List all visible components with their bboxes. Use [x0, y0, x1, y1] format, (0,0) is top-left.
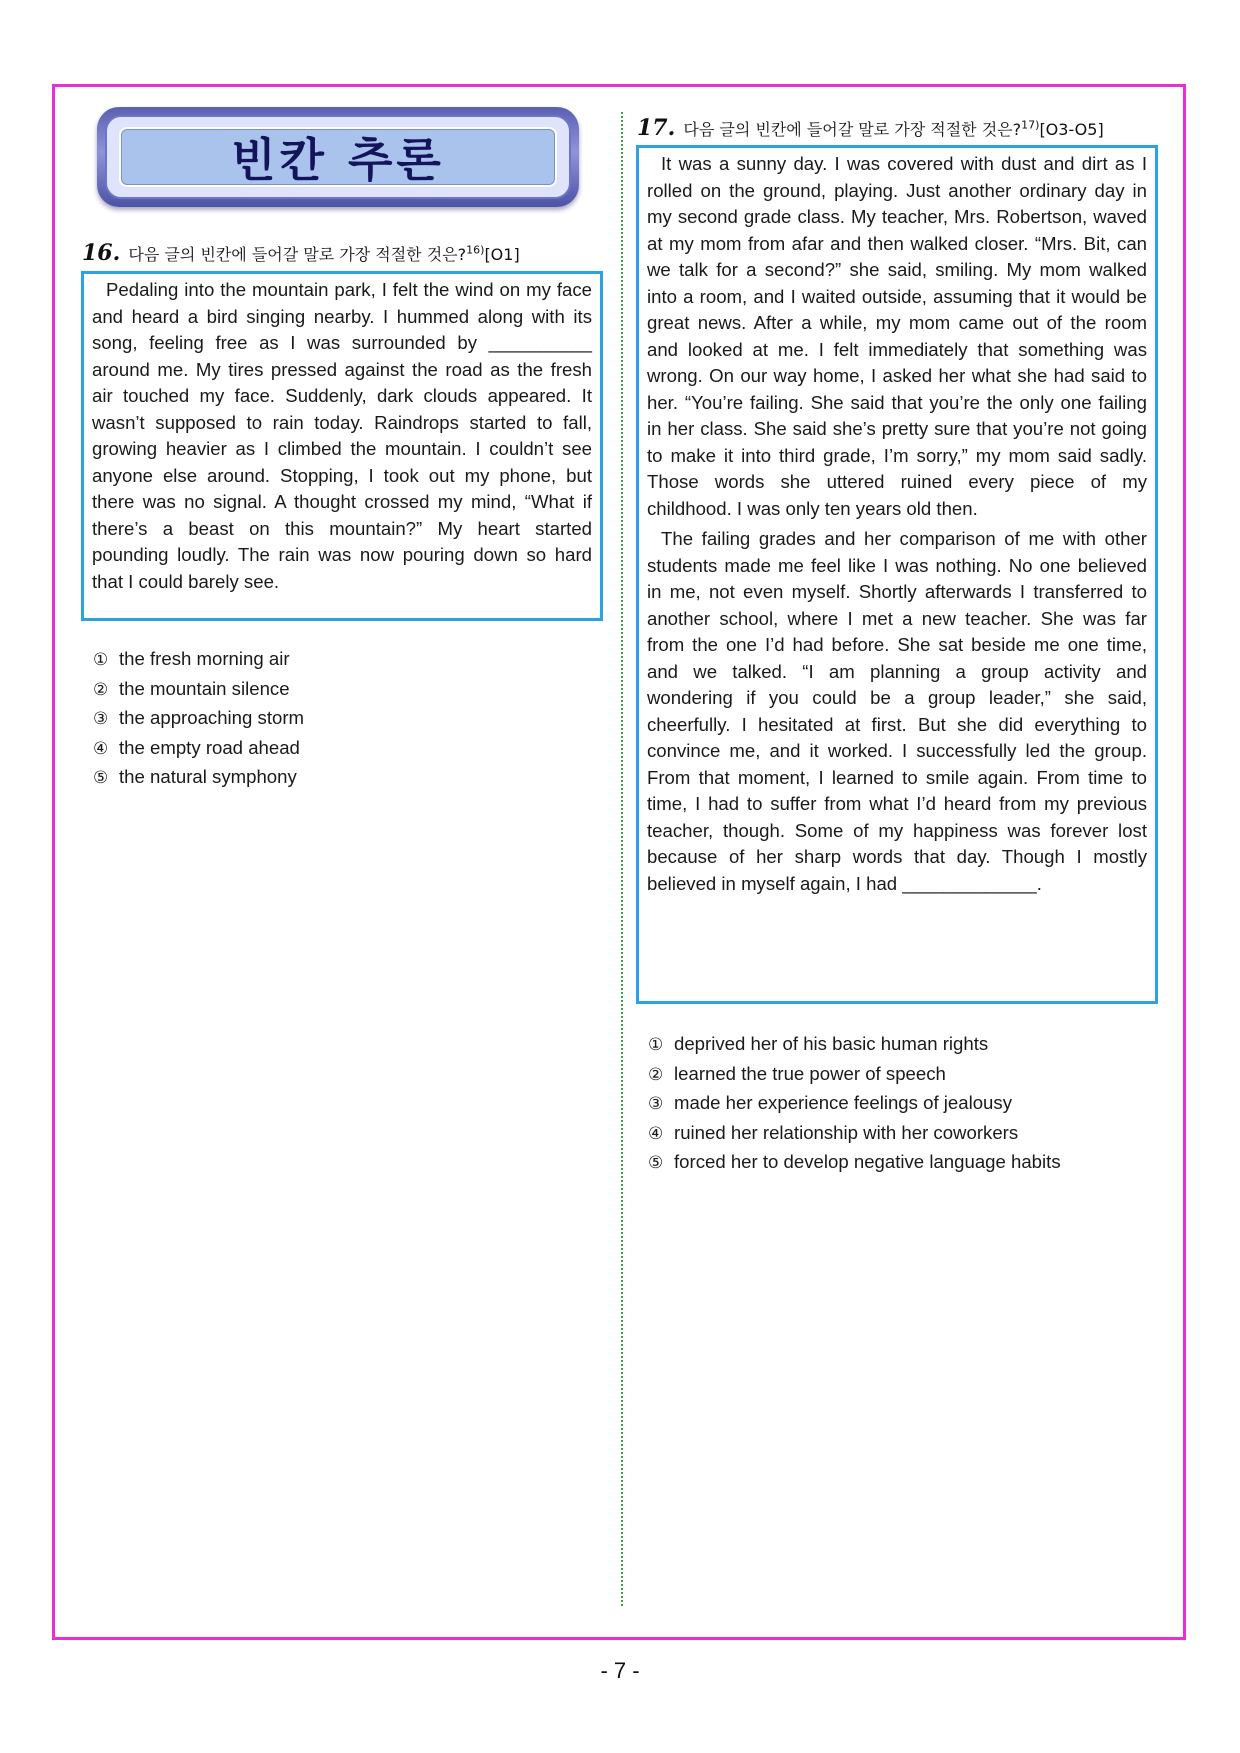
- choice-number: ⑤: [648, 1153, 664, 1173]
- choice-item[interactable]: [648, 1148, 1061, 1178]
- choice-item[interactable]: [93, 763, 304, 793]
- page-number: - 7 -: [600, 1658, 640, 1683]
- choice-text: ruined her relationship with her coworkers: [674, 1121, 1019, 1143]
- question-17-tag: [O3-O5]: [1039, 120, 1104, 139]
- choice-number: ①: [93, 650, 109, 670]
- passage-paragraph: The failing grades and her comparison of me with other students made me feel like I was nothing. No one believed in me, not even myself. Shortly afterwards I transferred to another school, where I met a new teacher. She was far from the one I’d had before. She sat beside me one time, and we talked. “I am planning a group activity and wondering if you could be a group leader,” she said, cheerfully. I hesitated at first. But she did everything to convince me, and it worked. I successfully led the group. From that moment, I learned to smile again. From time to time, I had to suffer from what I’d heard from my previous teacher, though. Some of my happiness was forever lost because of her sharp words that day. Though I mostly believed in myself again, I had _____________.: [647, 528, 1147, 894]
- question-16-number: 16.: [82, 240, 121, 266]
- choice-item[interactable]: [648, 1060, 1061, 1090]
- choice-item[interactable]: [648, 1119, 1061, 1149]
- passage-paragraph: Pedaling into the mountain park, I felt the wind on my face and heard a bird singing nearby. I hummed along with its song, feeling free as I was surrounded by __________ around me. My tires pressed against the road as the fresh air touched my face. Suddenly, dark clouds appeared. It wasn’t supposed to rain today. Raindrops started to fall, growing heavier as I climbed the mountain. I couldn’t see anyone else around. Stopping, I took out my phone, but there was no signal. A thought crossed my mind, “What if there’s a beast on this mountain?” My heart started pounding loudly. The rain was now pouring down so hard that I could barely see.: [92, 279, 592, 592]
- question-17-passage: [636, 145, 1158, 1004]
- choice-text: the mountain silence: [119, 677, 290, 699]
- question-16-tag: [O1]: [484, 245, 520, 264]
- choice-text: forced her to develop negative language habits: [674, 1151, 1061, 1172]
- choice-number: ①: [648, 1035, 664, 1055]
- question-17-choices: [648, 1030, 1061, 1178]
- section-title: 빈칸 추론: [231, 133, 445, 187]
- choice-text: made her experience feelings of jealousy: [674, 1092, 1012, 1113]
- choice-text: the empty road ahead: [119, 736, 300, 758]
- question-16-choices: [93, 645, 304, 793]
- choice-item[interactable]: [93, 645, 304, 675]
- choice-number: ②: [648, 1064, 664, 1085]
- choice-item[interactable]: [93, 704, 304, 734]
- choice-text: deprived her of his basic human rights: [674, 1033, 989, 1054]
- choice-number: ②: [93, 679, 109, 700]
- section-banner: [97, 107, 579, 207]
- banner-bevel: [105, 115, 571, 199]
- choice-text: the fresh morning air: [119, 648, 290, 669]
- column-divider: [621, 112, 623, 1606]
- choice-text: the approaching storm: [119, 707, 305, 728]
- choice-number: ⑤: [93, 768, 109, 788]
- question-17-prompt: 다음 글의 빈칸에 들어갈 말로 가장 적절한 것은?: [678, 120, 1022, 139]
- question-16-passage: [81, 271, 603, 621]
- choice-number: ③: [648, 1094, 664, 1114]
- banner-panel: [119, 127, 557, 187]
- choice-text: the natural symphony: [119, 766, 297, 787]
- choice-number: ③: [93, 709, 109, 729]
- question-17-number: 17.: [637, 115, 676, 141]
- passage-paragraph: It was a sunny day. I was covered with dust and dirt as I rolled on the ground, playing. Just another ordinary day in my second grade class. My teacher, Mrs. Robertson, waved at my mom from afar and then walked closer. “Mrs. Bit, can we talk for a second?” she said, smiling. My mom walked into a room, and I waited outside, assuming that it would be great news. After a while, my mom came out of the room and looked at me. I felt immediately that something was wrong. On our way home, I asked her what she had said to her. “You’re failing. She said that you’re the only one failing in her class. She said she’s pretty sure that you’re not going to make it into third grade, I’m sorry,” my mom said sadly. Those words she uttered ruined every piece of my childhood. I was only ten years old then.: [647, 153, 1147, 519]
- choice-number: ④: [648, 1123, 664, 1144]
- question-16-prompt: 다음 글의 빈칸에 들어갈 말로 가장 적절한 것은?: [123, 245, 467, 264]
- choice-item[interactable]: [648, 1030, 1061, 1060]
- question-16-source-mark: 16): [466, 243, 485, 257]
- choice-text: learned the true power of speech: [674, 1062, 946, 1084]
- choice-item[interactable]: [648, 1089, 1061, 1119]
- question-16-header: [82, 240, 520, 266]
- choice-number: ④: [93, 738, 109, 759]
- question-17-source-mark: 17): [1021, 118, 1040, 132]
- choice-item[interactable]: [93, 675, 304, 705]
- choice-item[interactable]: [93, 734, 304, 764]
- question-17-header: [637, 115, 1104, 141]
